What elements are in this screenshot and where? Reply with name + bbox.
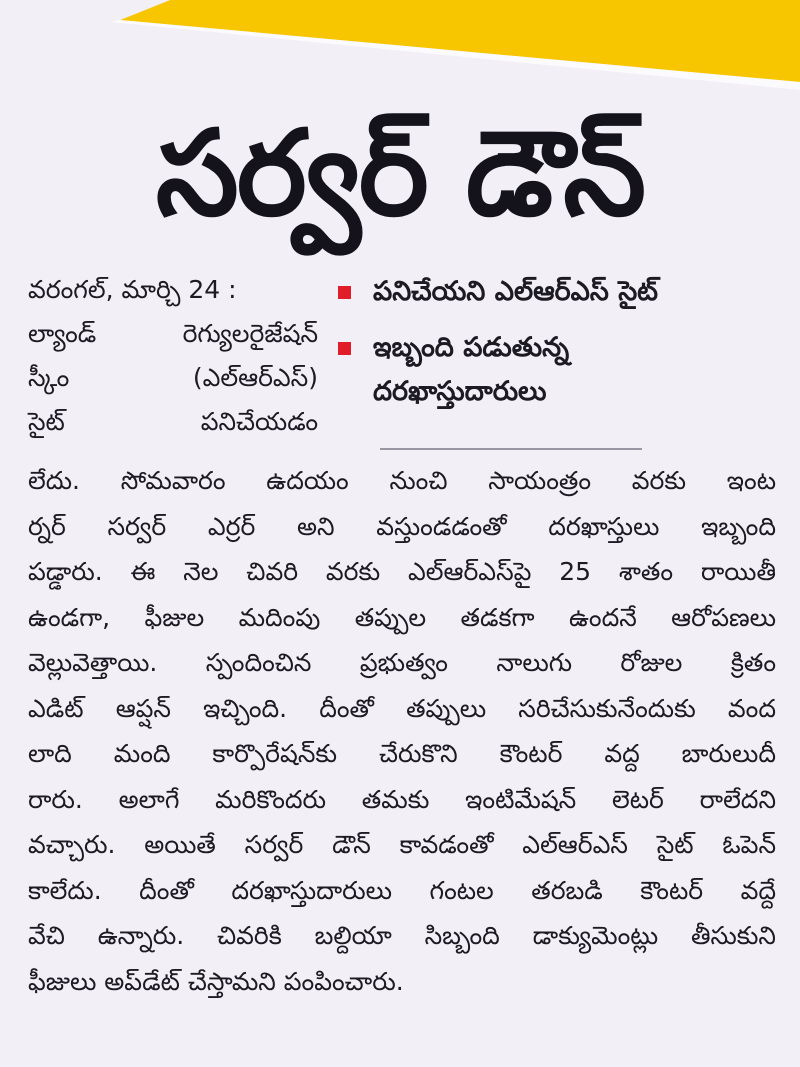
- dateline-line: వరంగల్, మార్చి 24 :: [28, 275, 237, 304]
- bullet-text: ఇబ్బంది పడుతున్న: [373, 332, 570, 363]
- divider-rule: [380, 448, 642, 450]
- yellow-banner-decoration: [0, 0, 800, 90]
- body-line: వేచి ఉన్నారు. చివరికి బల్దియా సిబ్బంది డాక్యుమెంట్లు తీసుకుని: [28, 921, 776, 950]
- article-body: [28, 458, 776, 1004]
- dateline-line: సైట్ పనిచేయడం: [28, 407, 318, 436]
- body-line: కాలేదు. దీంతో దరఖాస్తుదారులు గంటల తరబడి కౌంటర్ వద్దే: [28, 875, 776, 905]
- bullet-text: పనిచేయని ఎల్ఆర్ఎస్ సైట్: [373, 276, 658, 307]
- banner-shape: [0, 0, 800, 90]
- body-line: లాది మంది కార్పొరేషన్‌కు చేరుకొని కౌంటర్ వద్ద బారులుదీ: [28, 739, 776, 768]
- body-line: ఉండగా, ఫీజుల మదింపు తప్పుల తడకగా ఉందనే ఆరోపణలు: [28, 602, 776, 632]
- body-line: లేదు. సోమవారం ఉదయం నుంచి సాయంత్రం వరకు ఇంట: [28, 466, 776, 495]
- highlight-bullets: [338, 270, 778, 426]
- body-line: ఎడిట్ ఆప్షన్ ఇచ్చింది. దీంతో తప్పులు సరిచేసుకునేందుకు వంద: [28, 693, 776, 723]
- bullet-text: దరఖాస్తుదారులు: [373, 376, 547, 407]
- body-line: పడ్డారు. ఈ నెల చివరి వరకు ఎల్ఆర్ఎస్‌పై 25 శాతం రాయితీ: [28, 557, 776, 586]
- body-line: వెల్లువెత్తాయి. స్పందించిన ప్రభుత్వం నాలుగు రోజుల క్రితం: [28, 648, 776, 677]
- body-line: ర్నర్ సర్వర్ ఎర్రర్ అని వస్తుండడంతో దరఖాస్తులు ఇబ్బంది: [28, 511, 776, 541]
- dateline-line: స్కీం (ఎల్ఆర్ఎస్): [28, 363, 318, 392]
- headline: సర్వర్ డౌన్: [155, 103, 645, 242]
- red-square-bullet-icon: [338, 286, 351, 299]
- body-line: రారు. అలాగే మరికొందరు తమకు ఇంటిమేషన్ లెటర్ రాలేదని: [28, 784, 776, 814]
- red-square-bullet-icon: [338, 342, 351, 355]
- dateline-line: ల్యాండ్ రెగ్యులరైజేషన్: [28, 319, 318, 348]
- body-line: ఫీజులు అప్‌డేట్ చేస్తామని పంపించారు.: [28, 966, 404, 996]
- bullet-item: [338, 270, 778, 314]
- bullet-item: [338, 326, 778, 414]
- dateline-intro: [28, 268, 318, 444]
- body-line: వచ్చారు. అయితే సర్వర్ డౌన్ కావడంతో ఎల్ఆర్ఎస్ సైట్ ఓపెన్: [28, 830, 776, 859]
